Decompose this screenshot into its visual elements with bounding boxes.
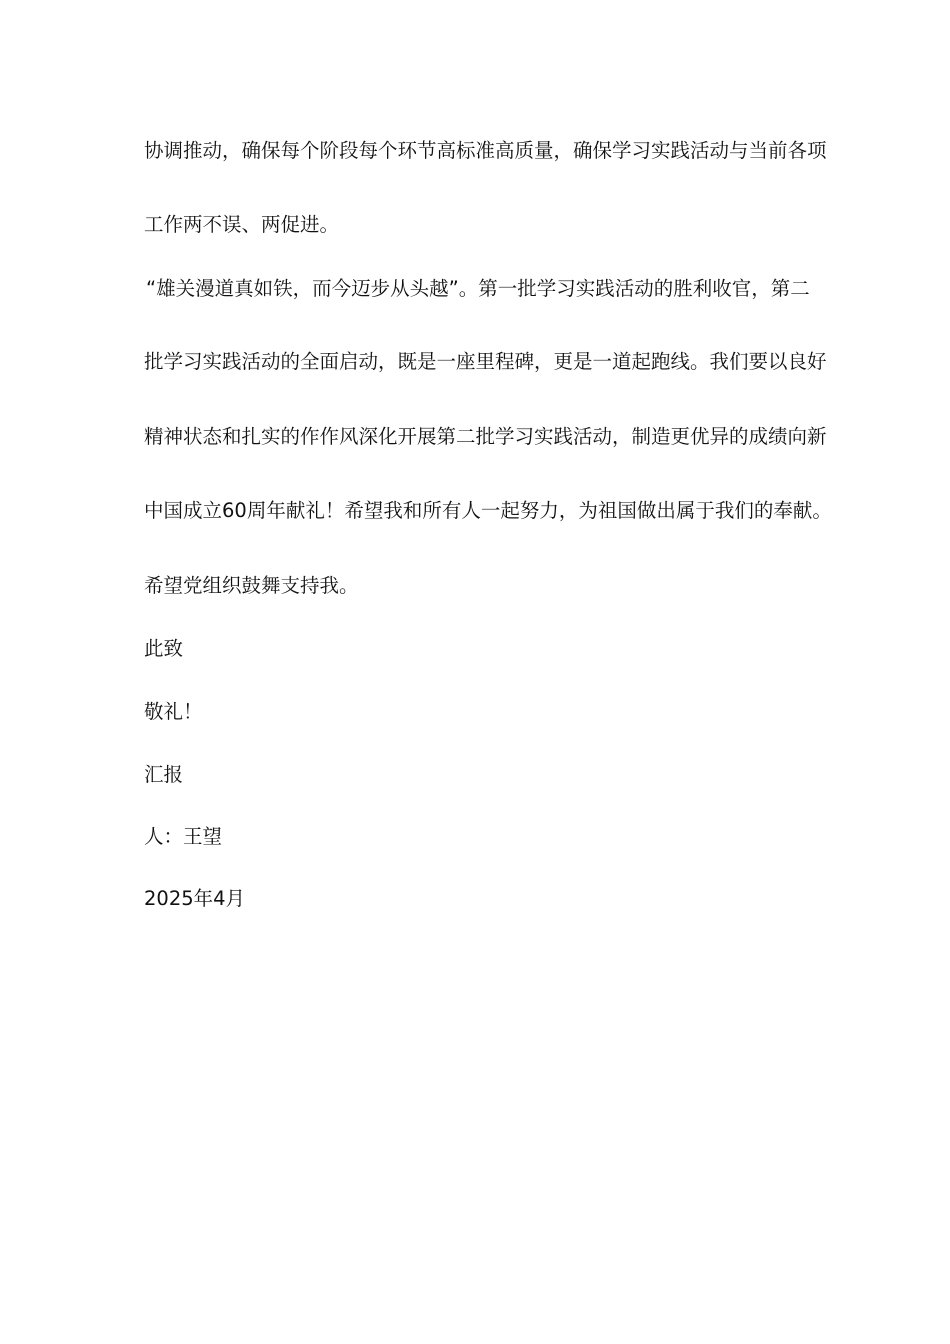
paragraph-2-line-2: 批学习实践活动的全面启动，既是一座里程碑，更是一道起跑线。我们要以良好 bbox=[144, 350, 827, 373]
closing-regards: 敬礼！ bbox=[144, 700, 203, 723]
reporter-name: 人：王望 bbox=[144, 825, 223, 848]
paragraph-2-line-4: 中国成立60周年献礼！希望我和所有人一起努力，为祖国做出属于我们的奉献。 bbox=[144, 499, 832, 522]
paragraph-1-line-1: 协调推动，确保每个阶段每个环节高标准高质量，确保学习实践活动与当前各项 bbox=[144, 139, 827, 162]
closing-salutation: 此致 bbox=[144, 637, 184, 660]
reporter-label: 汇报 bbox=[144, 763, 184, 786]
hope-statement: 希望党组织鼓舞支持我。 bbox=[144, 574, 359, 597]
paragraph-1-line-2: 工作两不误、两促进。 bbox=[144, 213, 340, 236]
report-date: 2025年4月 bbox=[144, 887, 246, 910]
paragraph-2-line-3: 精神状态和扎实的作作风深化开展第二批学习实践活动，制造更优异的成绩向新 bbox=[144, 425, 827, 448]
paragraph-2-line-1: “雄关漫道真如铁，而今迈步从头越”。第一批学习实践活动的胜利收官，第二 bbox=[146, 277, 810, 300]
